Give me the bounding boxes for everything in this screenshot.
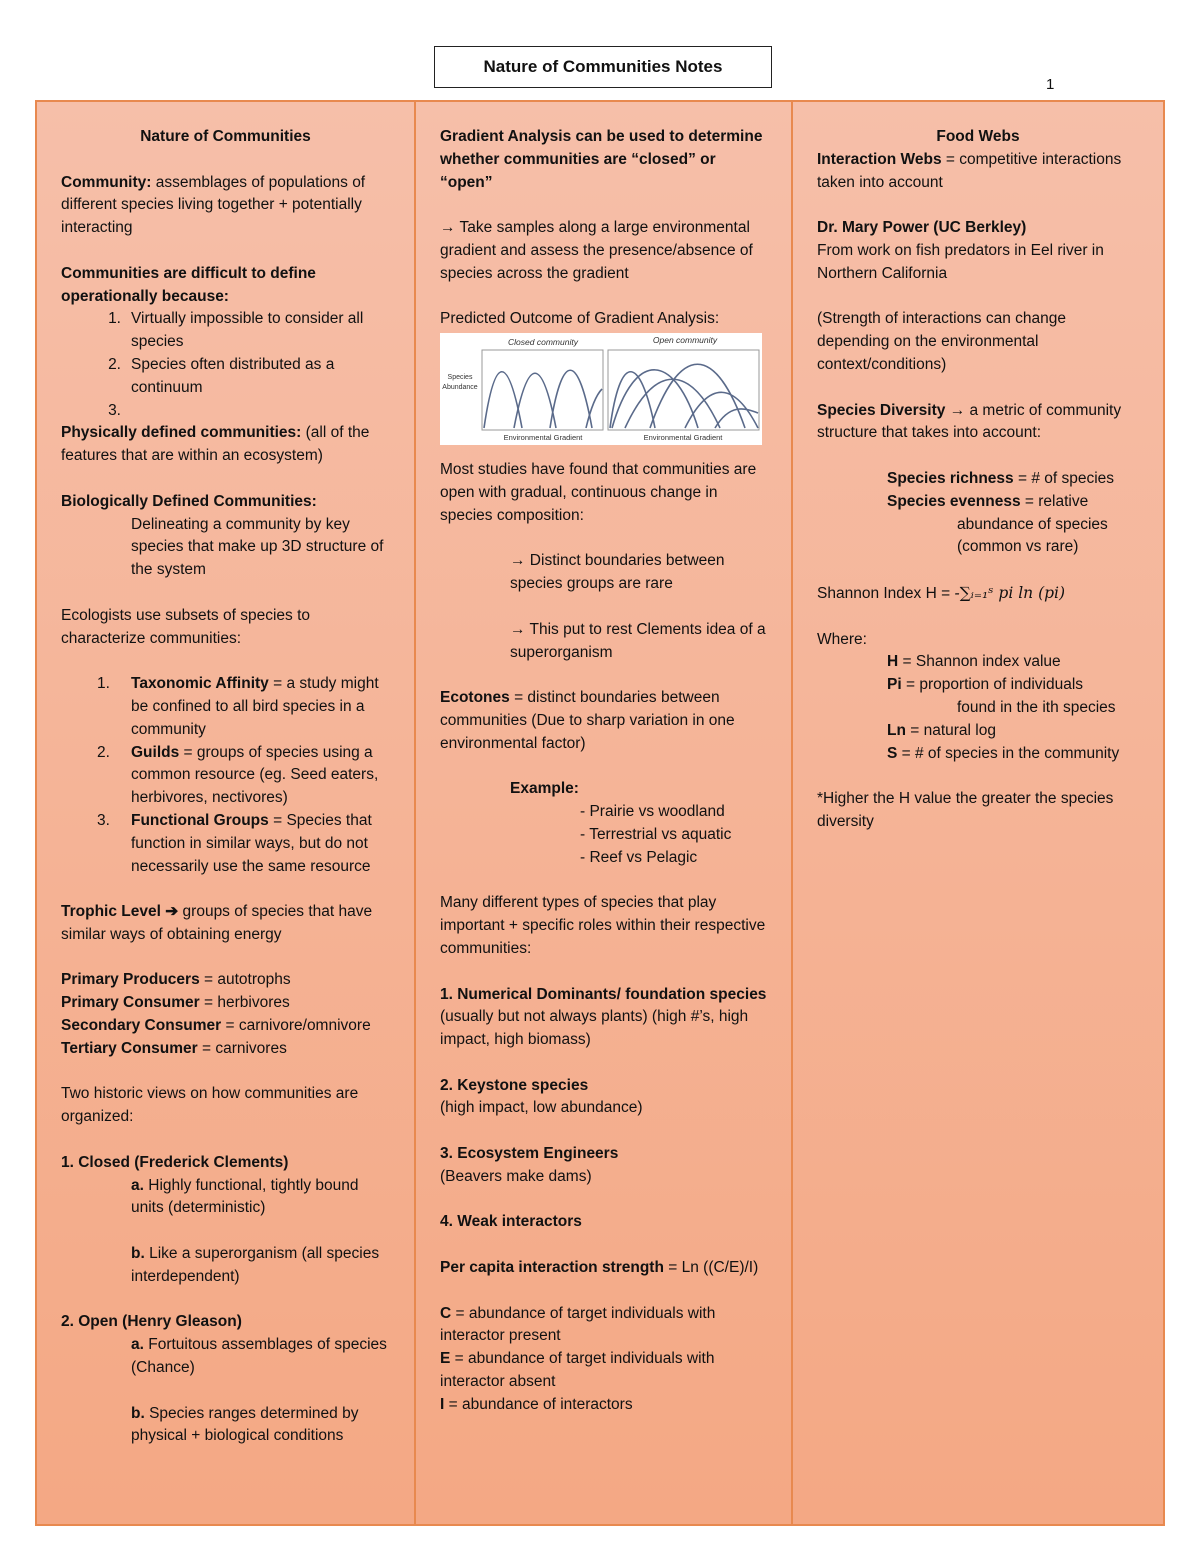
bio-definition: Delineating a community by key species that make up 3D structure of the system bbox=[131, 515, 384, 579]
page-title: Nature of Communities Notes bbox=[434, 46, 772, 88]
open-curve bbox=[715, 409, 758, 428]
species-richness: Species richness = # of species bbox=[887, 469, 1115, 487]
interaction-webs: Interaction Webs = competitive interactions taken into account bbox=[817, 150, 1122, 191]
open-curve bbox=[610, 372, 655, 428]
evenness-continued: (common vs rare) bbox=[957, 538, 1079, 556]
closed-community-label: Closed community bbox=[508, 337, 578, 348]
species-abundance-label-2: Abundance bbox=[442, 384, 478, 392]
open-curve bbox=[612, 370, 698, 428]
difficult-heading: Communities are difficult to define operationally because: bbox=[61, 264, 316, 305]
list-item: - Prairie vs woodland bbox=[580, 803, 725, 821]
h-definition: H = Shannon index value bbox=[887, 653, 1061, 671]
right-arrow-icon: → bbox=[945, 401, 966, 419]
gradient-heading: Gradient Analysis can be used to determine whether communities are “closed” or “open” bbox=[440, 128, 763, 191]
list-item: 3. bbox=[108, 401, 121, 419]
predicted-outcome: Predicted Outcome of Gradient Analysis: bbox=[440, 310, 720, 328]
open-a: a. Fortuitous assemblages of species (Chance) bbox=[131, 1336, 387, 1377]
gradient-samples: → Take samples along a large environmental gradient and assess the presence/absence of species across the gradient bbox=[440, 219, 753, 282]
weak-interactors: 4. Weak interactors bbox=[440, 1213, 582, 1231]
column-gradient-analysis bbox=[414, 102, 791, 1524]
bio-heading: Biologically Defined Communities: bbox=[61, 492, 317, 510]
list-item: 3. Functional Groups = Species that function in similar ways, but do not necessarily use the same resource bbox=[97, 811, 372, 875]
list-item: - Reef vs Pelagic bbox=[580, 848, 698, 866]
roles-intro: Many different types of species that play important + specific roles within their respective communities: bbox=[440, 894, 766, 957]
notes-columns bbox=[35, 100, 1165, 1526]
community-definition: Community: assemblages of populations of different species living together + potentially interacting bbox=[61, 173, 366, 237]
col3-heading: Food Webs bbox=[936, 128, 1020, 145]
right-arrow-icon: ➔ bbox=[165, 903, 179, 921]
open-curve bbox=[650, 364, 745, 428]
open-curve bbox=[625, 379, 720, 428]
consumer-line: Primary Consumer = herbivores bbox=[61, 994, 290, 1012]
engineers-definition: (Beavers make dams) bbox=[440, 1167, 592, 1185]
column-nature-of-communities bbox=[37, 102, 414, 1524]
list-item: 2. Species often distributed as a continuum bbox=[108, 355, 335, 396]
strength-note: (Strength of interactions can change depending on the environmental context/conditions) bbox=[817, 310, 1067, 373]
page-number: 1 bbox=[1046, 76, 1055, 93]
where-label: Where: bbox=[817, 630, 867, 648]
x-axis-label-right: Environmental Gradient bbox=[643, 433, 723, 443]
species-abundance-label-1: Species bbox=[447, 374, 473, 382]
list-item: 2. Guilds = groups of species using a common resource (eg. Seed eaters, herbivores, nectivores) bbox=[97, 743, 379, 807]
closed-heading: 1. Closed (Frederick Clements) bbox=[61, 1153, 289, 1171]
closed-community-frame bbox=[482, 350, 603, 430]
species-evenness: Species evenness = relative bbox=[887, 492, 1089, 510]
i-definition: I = abundance of interactors bbox=[440, 1395, 633, 1413]
trophic-level: Trophic Level ➔ groups of species that have similar ways of obtaining energy bbox=[61, 903, 373, 943]
list-item: 1. Virtually impossible to consider all species bbox=[108, 310, 364, 351]
open-heading: 2. Open (Henry Gleason) bbox=[61, 1313, 242, 1331]
engineers-heading: 3. Ecosystem Engineers bbox=[440, 1145, 619, 1163]
list-item: - Terrestrial vs aquatic bbox=[580, 825, 732, 843]
boundaries-text: → Distinct boundaries between species groups are rare bbox=[510, 552, 725, 593]
closed-a: a. Highly functional, tightly bound units (deterministic) bbox=[131, 1176, 359, 1217]
keystone-definition: (high impact, low abundance) bbox=[440, 1099, 643, 1117]
closed-curve bbox=[550, 370, 592, 428]
mary-power-heading: Dr. Mary Power (UC Berkley) bbox=[817, 219, 1027, 237]
numerical-dominants: 1. Numerical Dominants/ foundation species (usually but not always plants) (high #’s, high impact, high biomass) bbox=[440, 985, 767, 1049]
pi-definition: Pi = proportion of individuals bbox=[887, 676, 1084, 694]
subsets-intro: Ecologists use subsets of species to characterize communities: bbox=[61, 606, 310, 647]
open-b: b. Species ranges determined by physical + biological conditions bbox=[131, 1404, 359, 1445]
physical-definition: Physically defined communities: (all of the features that are within an ecosystem) bbox=[61, 424, 370, 465]
right-arrow-icon: → bbox=[510, 552, 526, 570]
shannon-index: Shannon Index H = -∑ᵢ₌₁ˢ pi ln (pi) bbox=[817, 583, 1066, 602]
pi-continued: found in the ith species bbox=[957, 698, 1116, 716]
right-arrow-icon: → bbox=[440, 219, 456, 237]
c-definition: C = abundance of target individuals with interactor present bbox=[440, 1304, 716, 1345]
col1-heading: Nature of Communities bbox=[140, 128, 311, 145]
consumer-line: Secondary Consumer = carnivore/omnivore bbox=[61, 1017, 371, 1035]
keystone-heading: 2. Keystone species bbox=[440, 1076, 589, 1094]
ecotones-definition: Ecotones = distinct boundaries between communities (Due to sharp variation in one environmental factor) bbox=[440, 689, 735, 752]
views-intro: Two historic views on how communities are organized: bbox=[61, 1085, 359, 1126]
superorganism-text: → This put to rest Clements idea of a superorganism bbox=[510, 620, 766, 661]
species-diversity: Species Diversity → a metric of community structure that takes into account: bbox=[817, 401, 1122, 442]
example-label: Example: bbox=[510, 780, 579, 798]
mary-power-text: From work on fish predators in Eel river in Northern California bbox=[817, 241, 1104, 282]
shannon-formula: -∑ᵢ₌₁ˢ pi ln (pi) bbox=[954, 583, 1066, 602]
right-arrow-icon: → bbox=[510, 620, 526, 638]
higher-h-note: *Higher the H value the greater the species diversity bbox=[817, 790, 1114, 830]
per-capita-strength: Per capita interaction strength = Ln ((C/E)/I) bbox=[440, 1259, 759, 1277]
evenness-continued: abundance of species bbox=[957, 515, 1108, 533]
consumer-line: Tertiary Consumer = carnivores bbox=[61, 1039, 287, 1057]
column-food-webs bbox=[791, 102, 1163, 1524]
closed-b: b. Like a superorganism (all species interdependent) bbox=[131, 1245, 380, 1285]
x-axis-label-left: Environmental Gradient bbox=[503, 433, 583, 443]
s-definition: S = # of species in the community bbox=[887, 744, 1120, 762]
consumer-line: Primary Producers = autotrophs bbox=[61, 971, 291, 989]
gradient-analysis-figure bbox=[440, 333, 762, 445]
list-item: 1. Taxonomic Affinity = a study might be confined to all bird species in a community bbox=[97, 675, 379, 738]
open-community-label: Open community bbox=[652, 335, 718, 346]
e-definition: E = abundance of target individuals with interactor absent bbox=[440, 1350, 715, 1391]
studies-text: Most studies have found that communities are open with gradual, continuous change in species composition: bbox=[440, 461, 757, 524]
ln-definition: Ln = natural log bbox=[887, 721, 996, 739]
